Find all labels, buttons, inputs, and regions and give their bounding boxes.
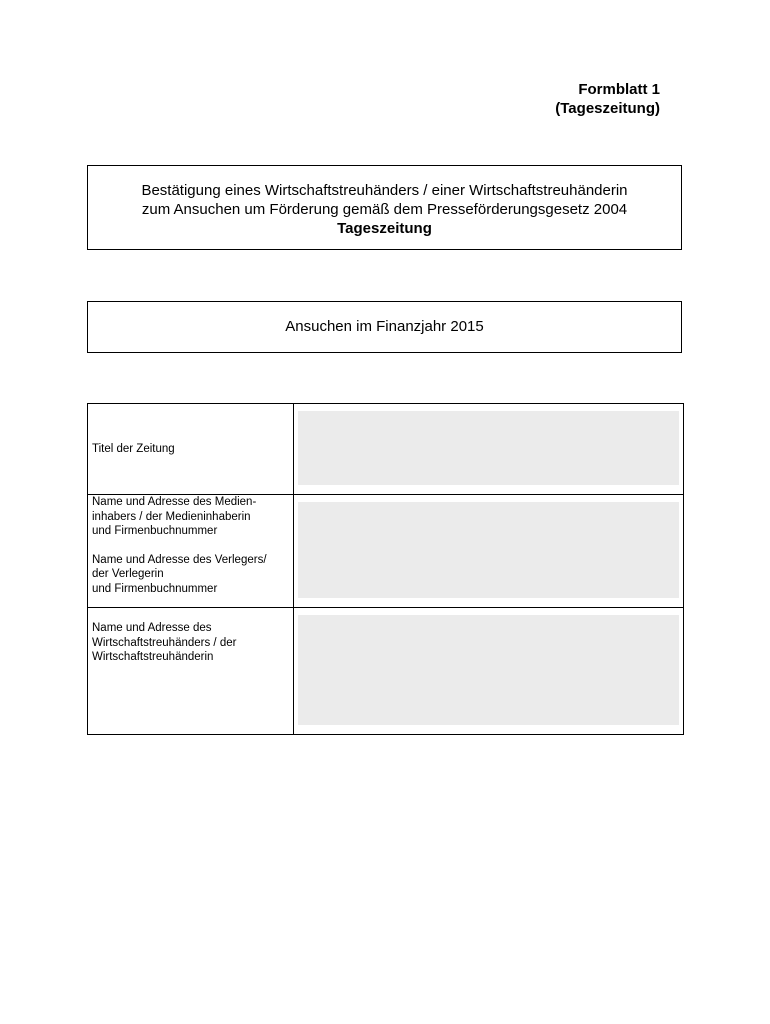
input-cell (294, 404, 684, 495)
label-newspaper-title: Titel der Zeitung (92, 442, 175, 455)
table-row (88, 404, 684, 495)
label-publisher-line-2: der Verlegerin (92, 568, 164, 580)
table-row (88, 495, 684, 608)
input-cell (294, 608, 684, 735)
label-cell (88, 608, 294, 735)
label-media-owner-line-1: Name und Adresse des Medien- (92, 496, 257, 508)
label-publisher-line-1: Name und Adresse des Verlegers/ (92, 553, 267, 566)
label-gap (92, 539, 289, 553)
table-row (88, 608, 684, 735)
form-number: Formblatt 1 (578, 81, 660, 98)
year-text: Ansuchen im Finanzjahr 2015 (285, 318, 484, 335)
label-auditor-line-3: Wirtschaftstreuhänderin (92, 651, 214, 663)
label-auditor-line-1: Name und Adresse des (92, 622, 212, 634)
label-media-owner-line-2: inhabers / der Medieninhaberin (92, 510, 251, 523)
newspaper-title-field[interactable] (298, 411, 679, 485)
label-cell (88, 495, 294, 608)
label-cell (88, 404, 294, 495)
data-table (87, 403, 684, 735)
auditor-field[interactable] (298, 615, 679, 725)
form-type: (Tageszeitung) (555, 100, 660, 117)
form-header (555, 80, 660, 118)
label-publisher-line-3: und Firmenbuchnummer (92, 582, 218, 595)
owner-publisher-field[interactable] (298, 502, 679, 598)
year-box (87, 301, 682, 353)
label-auditor-line-2: Wirtschaftstreuhänders / der (92, 636, 237, 649)
title-line-1: Bestätigung eines Wirtschaftstreuhänders / einer Wirtschaftstreuhänderin (141, 182, 628, 199)
title-line-3: Tageszeitung (337, 220, 432, 237)
title-line-2: zum Ansuchen um Förderung gemäß dem Presseförderungsgesetz 2004 (141, 201, 628, 218)
title-box (87, 165, 682, 250)
label-media-owner-line-3: und Firmenbuchnummer (92, 525, 218, 537)
input-cell (294, 495, 684, 608)
